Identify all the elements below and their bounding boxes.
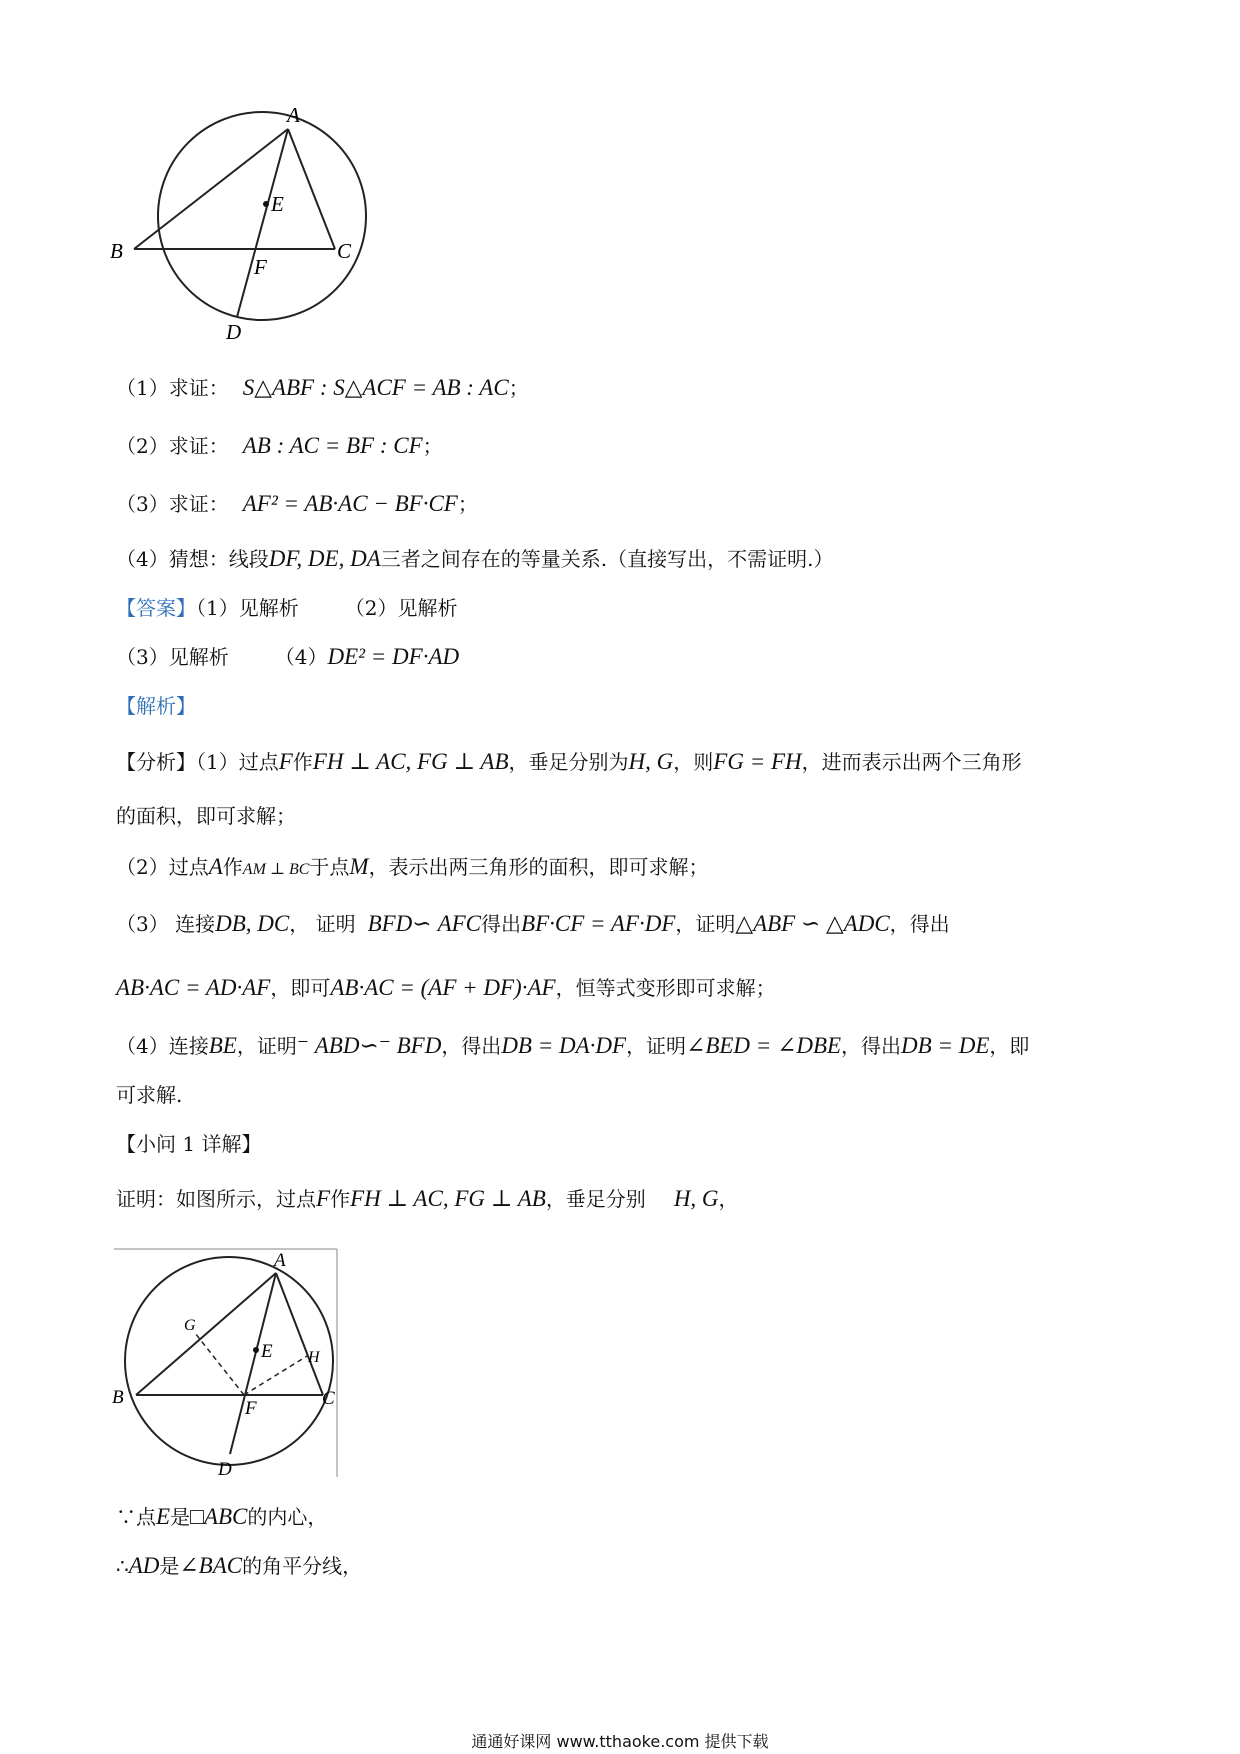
analysis-p3-line2: AB·AC = AD·AF，即可AB·AC = (AF + DF)·AF，恒等式变形即可求解； (116, 975, 776, 1000)
analysis-tag: 【解析】 (116, 694, 196, 718)
segment-ac (288, 129, 335, 249)
proof-line: 证明：如图所示，过点F作FH ⊥ AC, FG ⊥ AB，垂足分别 H, G， (116, 1186, 739, 1211)
circle (158, 112, 366, 320)
question-3: （3）求证： AF² = AB·AC − BF·CF； (116, 491, 478, 516)
segment-ac (276, 1273, 323, 1395)
answer-line-1: 【答案】（1）见解析 （2）见解析 (116, 596, 458, 620)
label-c: C (322, 1388, 335, 1409)
label-d: D (226, 320, 242, 344)
point-e (253, 1347, 259, 1353)
question-1-equation: S△ABF : S△ACF = AB : AC (242, 375, 509, 400)
label-e: E (261, 1341, 273, 1362)
label-a: A (274, 1250, 286, 1271)
question-4: （4）猜想：线段DF, DE, DA三者之间存在的等量关系.（直接写出，不需证明.） (116, 546, 834, 571)
circle (125, 1257, 333, 1465)
detail-tag: 【小问 1 详解】 (116, 1132, 262, 1156)
segment-ab (134, 129, 288, 249)
answer-line-2: （3）见解析 （4）DE² = DF·AD (116, 644, 460, 669)
figure-2-circle-diagram (108, 1245, 344, 1480)
step-1: ∵点E是□ABC的内心， (116, 1504, 328, 1529)
label-f: F (254, 255, 267, 279)
label-d: D (218, 1459, 232, 1480)
label-b: B (110, 239, 123, 263)
figure-1-circle-diagram (108, 96, 370, 346)
analysis-p1-line2: 的面积，即可求解； (116, 804, 296, 828)
analysis-p2: （2）过点A作AM ⊥ BC于点M，表示出两三角形的面积，即可求解； (116, 854, 709, 879)
analysis-p3-line1: （3） 连接DB, DC， 证明 BFD∽ AFC得出BF·CF = AF·DF，证明△ABF ∽ △ADC，得出 (116, 911, 950, 936)
question-2-equation: AB : AC = BF : CF (242, 433, 423, 458)
analysis-p4-line2: 可求解. (116, 1083, 183, 1107)
label-a: A (287, 103, 300, 127)
label-f: F (245, 1398, 257, 1419)
analysis-p1-line1: 【分析】（1）过点F作FH ⊥ AC, FG ⊥ AB，垂足分别为H, G，则FG = FH，进而表示出两个三角形 (116, 749, 1022, 774)
question-2: （2）求证： AB : AC = BF : CF； (116, 433, 443, 458)
label-e: E (271, 192, 284, 216)
analysis-p4-line1: （4）连接BE，证明⁻ ABD∽⁻ BFD，得出DB = DA·DF，证明∠BED = ∠DBE，得出DB = DE，即 (116, 1033, 1030, 1058)
question-3-equation: AF² = AB·AC − BF·CF (242, 491, 458, 516)
label-h: H (308, 1349, 320, 1366)
point-e (263, 201, 269, 207)
label-c: C (337, 239, 352, 263)
label-b: B (112, 1387, 124, 1408)
label-g: G (184, 1317, 196, 1334)
answer-tag: 【答案】 (116, 596, 196, 620)
segment-ad (237, 129, 288, 317)
page-footer: 通通好课网 www.tthaoke.com 提供下载 (471, 1732, 769, 1751)
segment-ad (230, 1273, 276, 1454)
segment-ab (136, 1273, 276, 1395)
step-2: ∴AD是∠BAC的角平分线， (116, 1553, 363, 1578)
segment-fg-dashed (195, 1333, 244, 1395)
question-1: （1）求证： S△ABF : S△ACF = AB : AC； (116, 375, 529, 400)
